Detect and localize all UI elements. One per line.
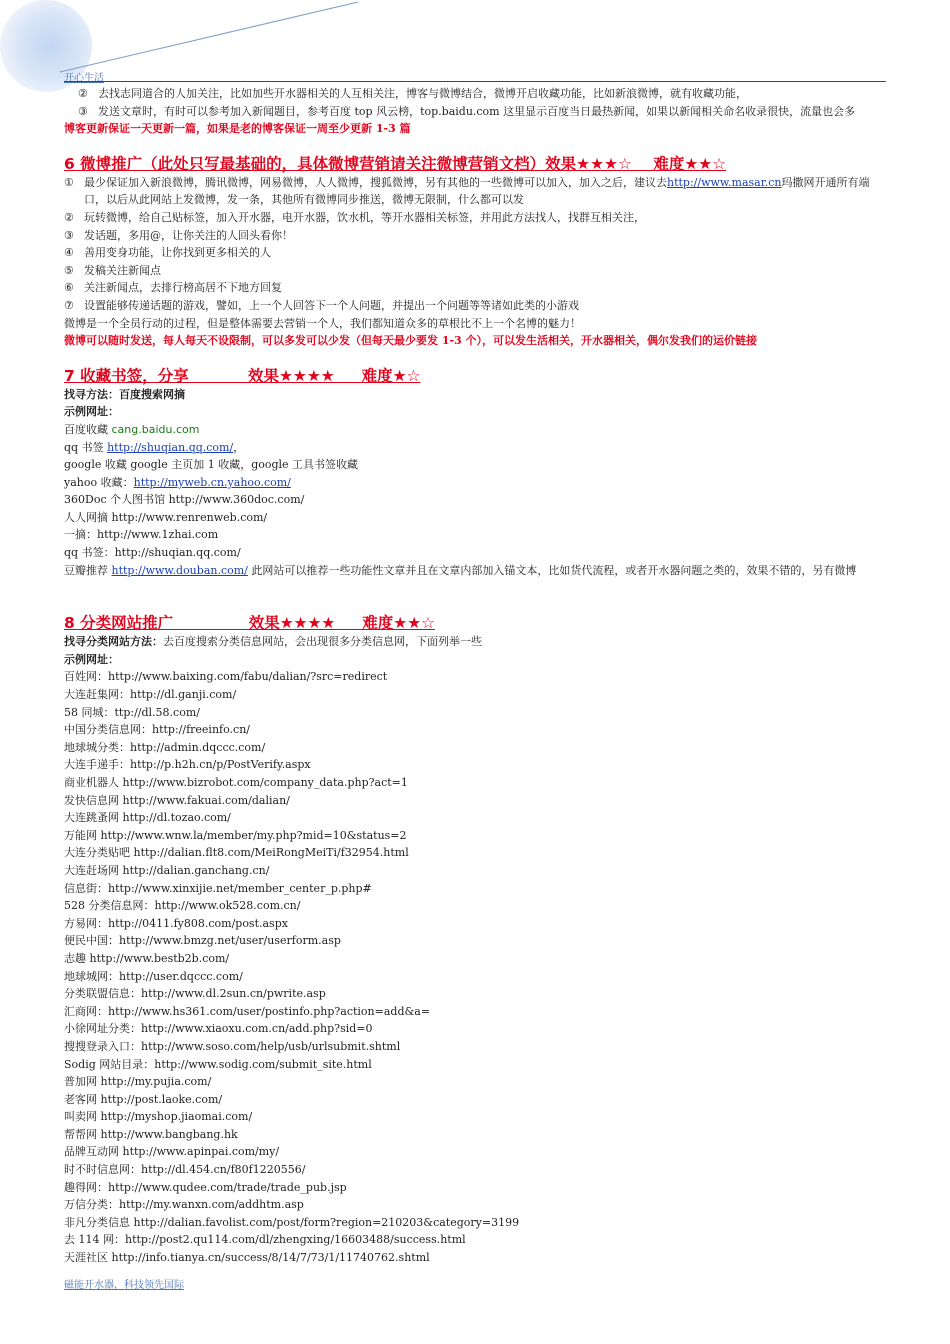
list-item: 大连手递手：http://p.h2h.cn/p/PostVerify.aspx <box>64 758 311 772</box>
list-item: ⑦ 设置能够传递话题的游戏，譬如，上一个人回答下一个人问题，并提出一个问题等等诸如此类的小游戏 <box>64 298 579 312</box>
section-6-title: 6 微博推广（此处只写最基础的，具体微博营销请关注微博营销文档）效果★★★☆ 难度★★☆ <box>64 154 727 173</box>
weibo-note: 微博可以随时发送，每人每天不设限制，可以多发可以少发（但每天最少要发 1-3 个），可以发生活相关，开水器相关，偶尔发我们的运价链接 <box>64 334 758 348</box>
list-item: 叫卖网 http://myshop.jiaomai.com/ <box>64 1110 253 1124</box>
list-item: yahoo 收藏：http://myweb.cn.yahoo.com/ <box>64 475 291 489</box>
paragraph: 微博是一个全员行动的过程，但是整体需要去营销一个人，我们都知道众多的草根比不上一个名博的魅力！ <box>64 316 581 330</box>
method-label: 找寻方法：百度搜索网摘 <box>64 387 185 401</box>
section-8-title: 8 分类网站推广 效果★★★★ 难度★★☆ <box>64 614 435 633</box>
masar-link[interactable]: http://www.masar.cn <box>667 175 782 189</box>
example-label: 示例网址： <box>64 405 119 419</box>
yahoo-link[interactable]: http://myweb.cn.yahoo.com/ <box>133 475 291 489</box>
example-label: 示例网址： <box>64 652 119 666</box>
classified-site-list <box>64 668 886 1266</box>
list-item: ③ 发话题，多用@，让你关注的人回头看你！ <box>64 228 293 242</box>
header-rule <box>64 81 886 82</box>
list-item: 一摘：http://www.1zhai.com <box>64 528 219 542</box>
list-item: 信息街：http://www.xinxijie.net/member_center_p.php# <box>64 881 372 895</box>
list-item: 便民中国：http://www.bmzg.net/user/userform.asp <box>64 934 341 948</box>
list-item: 去 114 网：http://post2.qu114.com/dl/zhengxing/16603488/success.html <box>64 1233 466 1247</box>
header-link[interactable]: 开心生活 <box>64 73 104 84</box>
list-item: ① 最少保证加入新浪微博，腾讯微博，网易微博，人人微博，搜狐微博，另有其他的一些微博可以加入，加入之后，建议去http://www.masar.cn玛撒网开通所有端 <box>64 175 870 189</box>
document-body <box>64 85 886 1267</box>
list-item: 搜搜登录入口：http://www.soso.com/help/usb/urlsubmit.shtml <box>64 1039 401 1053</box>
list-item: 地球城网：http://user.dqccc.com/ <box>64 969 243 983</box>
list-item-continuation: 口，以后从此网站上发微博，发一条，其他所有微博同步推送，微博无限制，什么都可以发 <box>84 193 524 207</box>
section-7-title: 7 收藏书签，分享 效果★★★★ 难度★☆ <box>64 366 421 385</box>
list-item: 帮帮网 http://www.bangbang.hk <box>64 1127 238 1141</box>
list-item: 方易网：http://0411.fy808.com/post.aspx <box>64 916 288 930</box>
list-item: 万能网 http://www.wnw.la/member/my.php?mid=10&status=2 <box>64 828 407 842</box>
list-item: ③ 发送文章时，有时可以参考加入新闻题目，参考百度 top 风云榜，top.baidu.com 这里显示百度当日最热新闻，如果以新闻相关命名收录很快，流量也会多 <box>78 104 856 118</box>
list-item: 大连赶集网：http://dl.ganji.com/ <box>64 688 237 702</box>
list-item: 时不时信息网：http://dl.454.cn/f80f1220556/ <box>64 1163 306 1177</box>
list-item: 天涯社区 http://info.tianya.cn/success/8/14/7/73/1/11740762.shtml <box>64 1251 430 1265</box>
list-item: 趣得网：http://www.qudee.com/trade/trade_pub.jsp <box>64 1180 347 1194</box>
list-item: qq 书签 http://shuqian.qq.com/， <box>64 440 245 454</box>
list-item: 分类联盟信息：http://www.dl.2sun.cn/pwrite.asp <box>64 987 326 1001</box>
list-item: 品牌互动网 http://www.apinpai.com/my/ <box>64 1145 280 1159</box>
list-item: 商业机器人 http://www.bizrobot.com/company_data.php?act=1 <box>64 776 408 789</box>
list-item: 志趣 http://www.bestb2b.com/ <box>64 951 230 965</box>
list-item: ② 玩转微博，给自己贴标签，加入开水器，电开水器，饮水机，等开水器相关标签，并用此方法找人，找群互相关注， <box>64 210 645 224</box>
list-item: 发快信息网 http://www.fakuai.com/dalian/ <box>64 793 290 807</box>
list-item: 大连赶场网 http://dalian.ganchang.cn/ <box>64 863 270 877</box>
decorative-line <box>0 0 380 90</box>
baidu-cang-url: cang.baidu.com <box>111 422 200 436</box>
list-item: 豆瓣推荐 http://www.douban.com/ 此网站可以推荐一些功能性文章并且在文章内部加入锚文本，比如货代流程，或者开水器问题之类的，效果不错的，另有微博 <box>64 563 857 577</box>
list-item: 汇商网：http://www.hs361.com/user/postinfo.php?action=add&a= <box>64 1004 431 1018</box>
list-item: 非凡分类信息 http://dalian.favolist.com/post/form?region=210203&category=3199 <box>64 1215 520 1229</box>
list-item: 小徐网址分类：http://www.xiaoxu.com.cn/add.php?sid=0 <box>64 1022 373 1036</box>
list-item: 老客网 http://post.laoke.com/ <box>64 1092 223 1106</box>
list-item: 528 分类信息网：http://www.ok528.com.cn/ <box>64 899 301 913</box>
list-item: 中国分类信息网：http://freeinfo.cn/ <box>64 723 250 737</box>
list-item: qq 书签：http://shuqian.qq.com/ <box>64 546 241 560</box>
list-item: Sodig 网站目录：http://www.sodig.com/submit_site.html <box>64 1057 372 1071</box>
list-item: ⑤ 发稿关注新闻点 <box>64 263 161 277</box>
list-item: google 收藏 google 主页加 1 收藏，google 工具书签收藏 <box>64 458 359 472</box>
list-item: 百度收藏 cang.baidu.com <box>64 422 200 436</box>
list-item: 普加网 http://my.pujia.com/ <box>64 1075 212 1089</box>
list-item: 万信分类：http://my.wanxn.com/addhtm.asp <box>64 1198 304 1212</box>
list-item: ④ 善用变身功能，让你找到更多相关的人 <box>64 246 271 260</box>
list-item: 地球城分类：http://admin.dqccc.com/ <box>64 740 266 754</box>
douban-link[interactable]: http://www.douban.com/ <box>111 563 248 577</box>
list-item: 58 同城：ttp://dl.58.com/ <box>64 705 200 719</box>
list-item: 360Doc 个人图书馆 http://www.360doc.com/ <box>64 493 305 507</box>
list-item: ② 去找志同道合的人加关注，比如加些开水器相关的人互相关注，博客与微博结合，微博开启收藏功能，比如新浪微博，就有收藏功能， <box>78 87 747 100</box>
list-item: 人人网摘 http://www.renrenweb.com/ <box>64 510 268 524</box>
list-item: ⑥ 关注新闻点，去排行榜高居不下地方回复 <box>64 281 282 295</box>
qq-bookmark-link[interactable]: http://shuqian.qq.com/ <box>107 440 234 454</box>
footer-link[interactable]: 磁能开水器，科技领先国际 <box>64 1280 184 1291</box>
list-item: 百姓网：http://www.baixing.com/fabu/dalian/?src=redirect <box>64 670 388 684</box>
list-item: 大连分类贴吧 http://dalian.flt8.com/MeiRongMeiTi/f32954.html <box>64 846 409 860</box>
blog-update-note: 博客更新保证一天更新一篇，如果是老的博客保证一周至少更新 1-3 篇 <box>64 122 411 136</box>
list-item: 大连跳蚤网 http://dl.tozao.com/ <box>64 811 231 825</box>
method-line: 找寻分类网站方法：去百度搜索分类信息网站，会出现很多分类信息网，下面列举一些 <box>64 635 482 649</box>
